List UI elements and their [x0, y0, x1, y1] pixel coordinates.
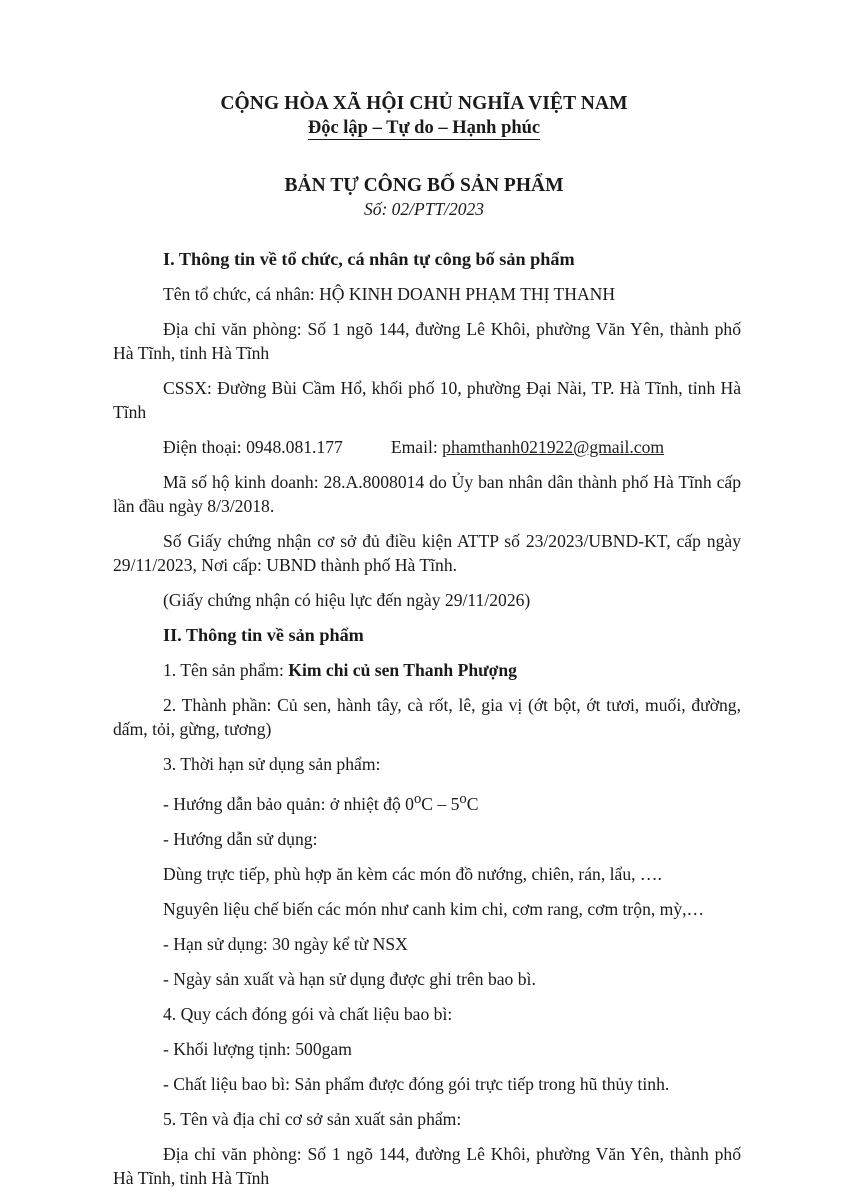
email-label: Email:	[390, 437, 443, 457]
phone: Điện thoại: 0948.081.177	[163, 437, 343, 457]
storage-end: C	[466, 793, 479, 814]
product-name: Kim chi củ sen Thanh Phượng	[288, 660, 517, 680]
producer-address: Địa chỉ văn phòng: Số 1 ngõ 144, đường Lê Khôi, phường Văn Yên, thành phố Hà Tĩnh, tỉnh Hà Tĩnh	[113, 1143, 741, 1188]
packaging-material: - Chất liệu bao bì: Sản phẩm được đóng gói trực tiếp trong hũ thủy tinh.	[163, 1073, 670, 1094]
document-title: BẢN TỰ CÔNG BỐ SẢN PHẨM	[284, 175, 564, 196]
national-title: CỘNG HÒA XÃ HỘI CHỦ NGHĨA VIỆT NAM	[220, 93, 628, 114]
contact-line	[113, 435, 741, 459]
document-body	[113, 247, 741, 1201]
degree-sup-1: o	[413, 791, 422, 807]
usage-ingredient: Nguyên liệu chế biến các món như canh kim chi, cơm rang, cơm trộn, mỳ,…	[163, 898, 705, 919]
usage-heading: - Hướng dẫn sử dụng:	[163, 828, 318, 849]
storage-label: - Hướng dẫn bảo quản: ở nhiệt độ 0	[163, 793, 414, 814]
factory-address: CSSX: Đường Bùi Cầm Hổ, khối phố 10, phường Đại Nài, TP. Hà Tĩnh, tỉnh Hà Tĩnh	[113, 378, 741, 422]
ingredients: 2. Thành phần: Củ sen, hành tây, cà rốt, lê, gia vị (ớt bột, ớt tươi, muối, đường, dấm, tỏi, gừng, tương)	[113, 695, 741, 739]
email-link[interactable]: phamthanh021922@gmail.com	[442, 437, 665, 457]
motto-text: Độc lập – Tự do – Hạnh phúc	[307, 118, 541, 138]
section-2-heading: II. Thông tin về sản phẩm	[163, 625, 364, 645]
storage-mid: C – 5	[421, 793, 460, 814]
dates-note: - Ngày sản xuất và hạn sử dụng được ghi trên bao bì.	[163, 968, 536, 989]
business-code: Mã số hộ kinh doanh: 28.A.8008014 do Ủy ban nhân dân thành phố Hà Tĩnh cấp lần đầu ngày 8/3/2018.	[113, 472, 741, 516]
producer-heading: 5. Tên và địa chỉ cơ sở sản xuất sản phẩm:	[163, 1108, 462, 1129]
expiry: - Hạn sử dụng: 30 ngày kể từ NSX	[163, 933, 408, 954]
usage-direct: Dùng trực tiếp, phù hợp ăn kèm các món đồ nướng, chiên, rán, lẩu, ….	[163, 863, 662, 884]
office-address: Địa chỉ văn phòng: Số 1 ngõ 144, đường Lê Khôi, phường Văn Yên, thành phố Hà Tĩnh, tỉnh Hà Tĩnh	[113, 319, 741, 363]
degree-sup-2: o	[459, 791, 467, 807]
food-safety-certificate: Số Giấy chứng nhận cơ sở đủ điều kiện ATTP số 23/2023/UBND-KT, cấp ngày 29/11/2023, Nơi cấp: UBND thành phố Hà Tĩnh.	[113, 531, 741, 575]
org-name: Tên tổ chức, cá nhân: HỘ KINH DOANH PHẠM THỊ THANH	[163, 284, 616, 304]
national-motto	[0, 118, 848, 139]
product-name-label: 1. Tên sản phẩm:	[163, 660, 289, 680]
certificate-validity: (Giấy chứng nhận có hiệu lực đến ngày 29/11/2026)	[163, 590, 531, 610]
product-name-line	[113, 658, 741, 682]
section-1-heading: I. Thông tin về tổ chức, cá nhân tự công bố sản phẩm	[163, 249, 575, 269]
storage-instructions	[113, 787, 741, 816]
packaging-heading: 4. Quy cách đóng gói và chất liệu bao bì:	[163, 1003, 453, 1024]
shelf-life-heading: 3. Thời hạn sử dụng sản phẩm:	[163, 754, 381, 774]
document-number: Số: 02/PTT/2023	[363, 199, 485, 219]
net-weight: - Khối lượng tịnh: 500gam	[163, 1038, 352, 1059]
